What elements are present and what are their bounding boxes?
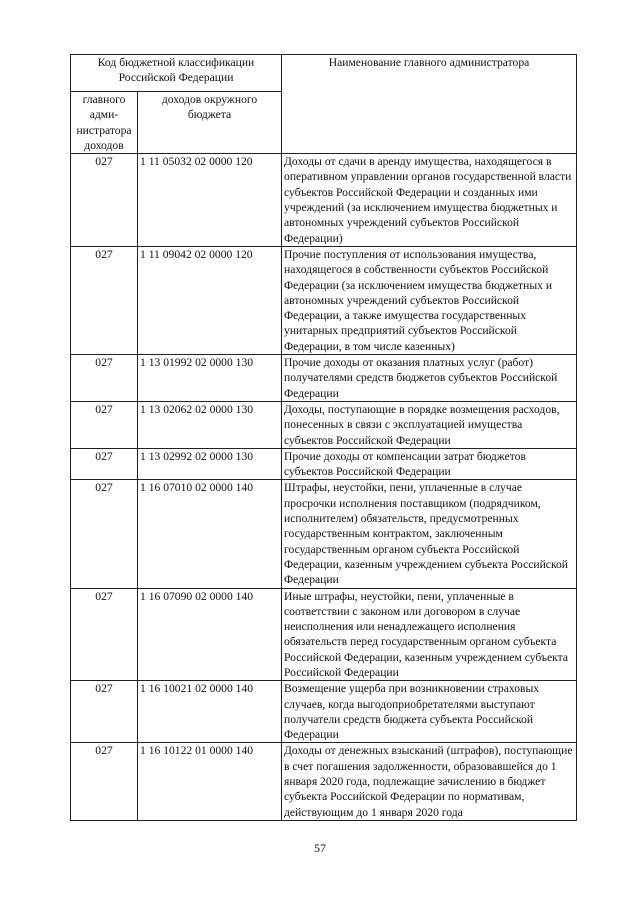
income-code-cell: 1 16 10122 01 0000 140 [138,743,282,820]
income-code-cell: 1 13 02992 02 0000 130 [138,448,282,480]
admin-code-cell: 027 [71,448,138,480]
table-row [71,448,577,480]
admin-name-cell: Прочие поступления от использования имущества, находящегося в собственности субъектов Российской Федерации (за исключением имущества бюджетных и автономных учреждений субъектов Российской Федерации, а также имущества государственных унитарных предприятий субъектов Российской Федерации, в том числе казенных) [282,246,577,354]
table-row [71,355,577,402]
table-row [71,401,577,448]
budget-classification-table [70,54,577,821]
admin-code-cell: 027 [71,588,138,681]
table-body [71,154,577,821]
income-code-cell: 1 11 05032 02 0000 120 [138,154,282,247]
admin-name-cell: Возмещение ущерба при возникновении страховых случаев, когда выгодоприобретателями выступают получатели средств бюджета субъекта Российской Федерации [282,681,577,743]
admin-code-cell: 027 [71,401,138,448]
admin-code-cell: 027 [71,355,138,402]
page-number: 57 [314,841,326,855]
admin-code-cell: 027 [71,480,138,588]
admin-name-cell: Штрафы, неустойки, пени, уплаченные в случае просрочки исполнения поставщиком (подрядчиком, исполнителем) обязательств, предусмотренных государственным контрактом, заключенным государственным органом субъекта Российской Федерации, казенным учреждением субъекта Российской Федерации [282,480,577,588]
admin-code-cell: 027 [71,681,138,743]
admin-name-cell: Прочие доходы от оказания платных услуг (работ) получателями средств бюджетов субъектов Российской Федерации [282,355,577,402]
income-code-cell: 1 16 07090 02 0000 140 [138,588,282,681]
table-row [71,246,577,354]
header-group-title: Код бюджетной классификации Российской Федерации [71,55,282,92]
admin-code-cell: 027 [71,246,138,354]
table-row [71,154,577,247]
income-code-cell: 1 16 07010 02 0000 140 [138,480,282,588]
admin-code-cell: 027 [71,154,138,247]
admin-name-cell: Доходы от сдачи в аренду имущества, находящегося в оперативном управлении органов государственной власти субъектов Российской Федерации и созданных ими учреждений (за исключением имущества бюджетных и автономных учреждений субъектов Российской Федерации) [282,154,577,247]
admin-name-cell: Иные штрафы, неустойки, пени, уплаченные в соответствии с законом или договором в случае неисполнения или ненадлежащего исполнения обязательств перед государственным органом субъекта Российской Федерации, казенным учреждением субъекта Российской Федерации [282,588,577,681]
admin-name-cell: Доходы, поступающие в порядке возмещения расходов, понесенных в связи с эксплуатацией имущества субъектов Российской Федерации [282,401,577,448]
admin-name-cell: Прочие доходы от компенсации затрат бюджетов субъектов Российской Федерации [282,448,577,480]
header-admin-name: Наименование главного администратора [282,55,577,154]
admin-name-cell: Доходы от денежных взысканий (штрафов), поступающие в счет погашения задолженности, образовавшейся до 1 января 2020 года, подлежащие зачислению в бюджет субъекта Российской Федерации по нормативам, действующим до 1 января 2020 года [282,743,577,820]
table-row [71,588,577,681]
income-code-cell: 1 13 01992 02 0000 130 [138,355,282,402]
table-row [71,681,577,743]
table-row [71,743,577,820]
table-row [71,480,577,588]
header-district-income: доходов окружного бюджета [138,92,282,154]
income-code-cell: 1 13 02062 02 0000 130 [138,401,282,448]
income-code-cell: 1 16 10021 02 0000 140 [138,681,282,743]
header-main-admin: главного адми-нистратора доходов [71,92,138,154]
admin-code-cell: 027 [71,743,138,820]
income-code-cell: 1 11 09042 02 0000 120 [138,246,282,354]
